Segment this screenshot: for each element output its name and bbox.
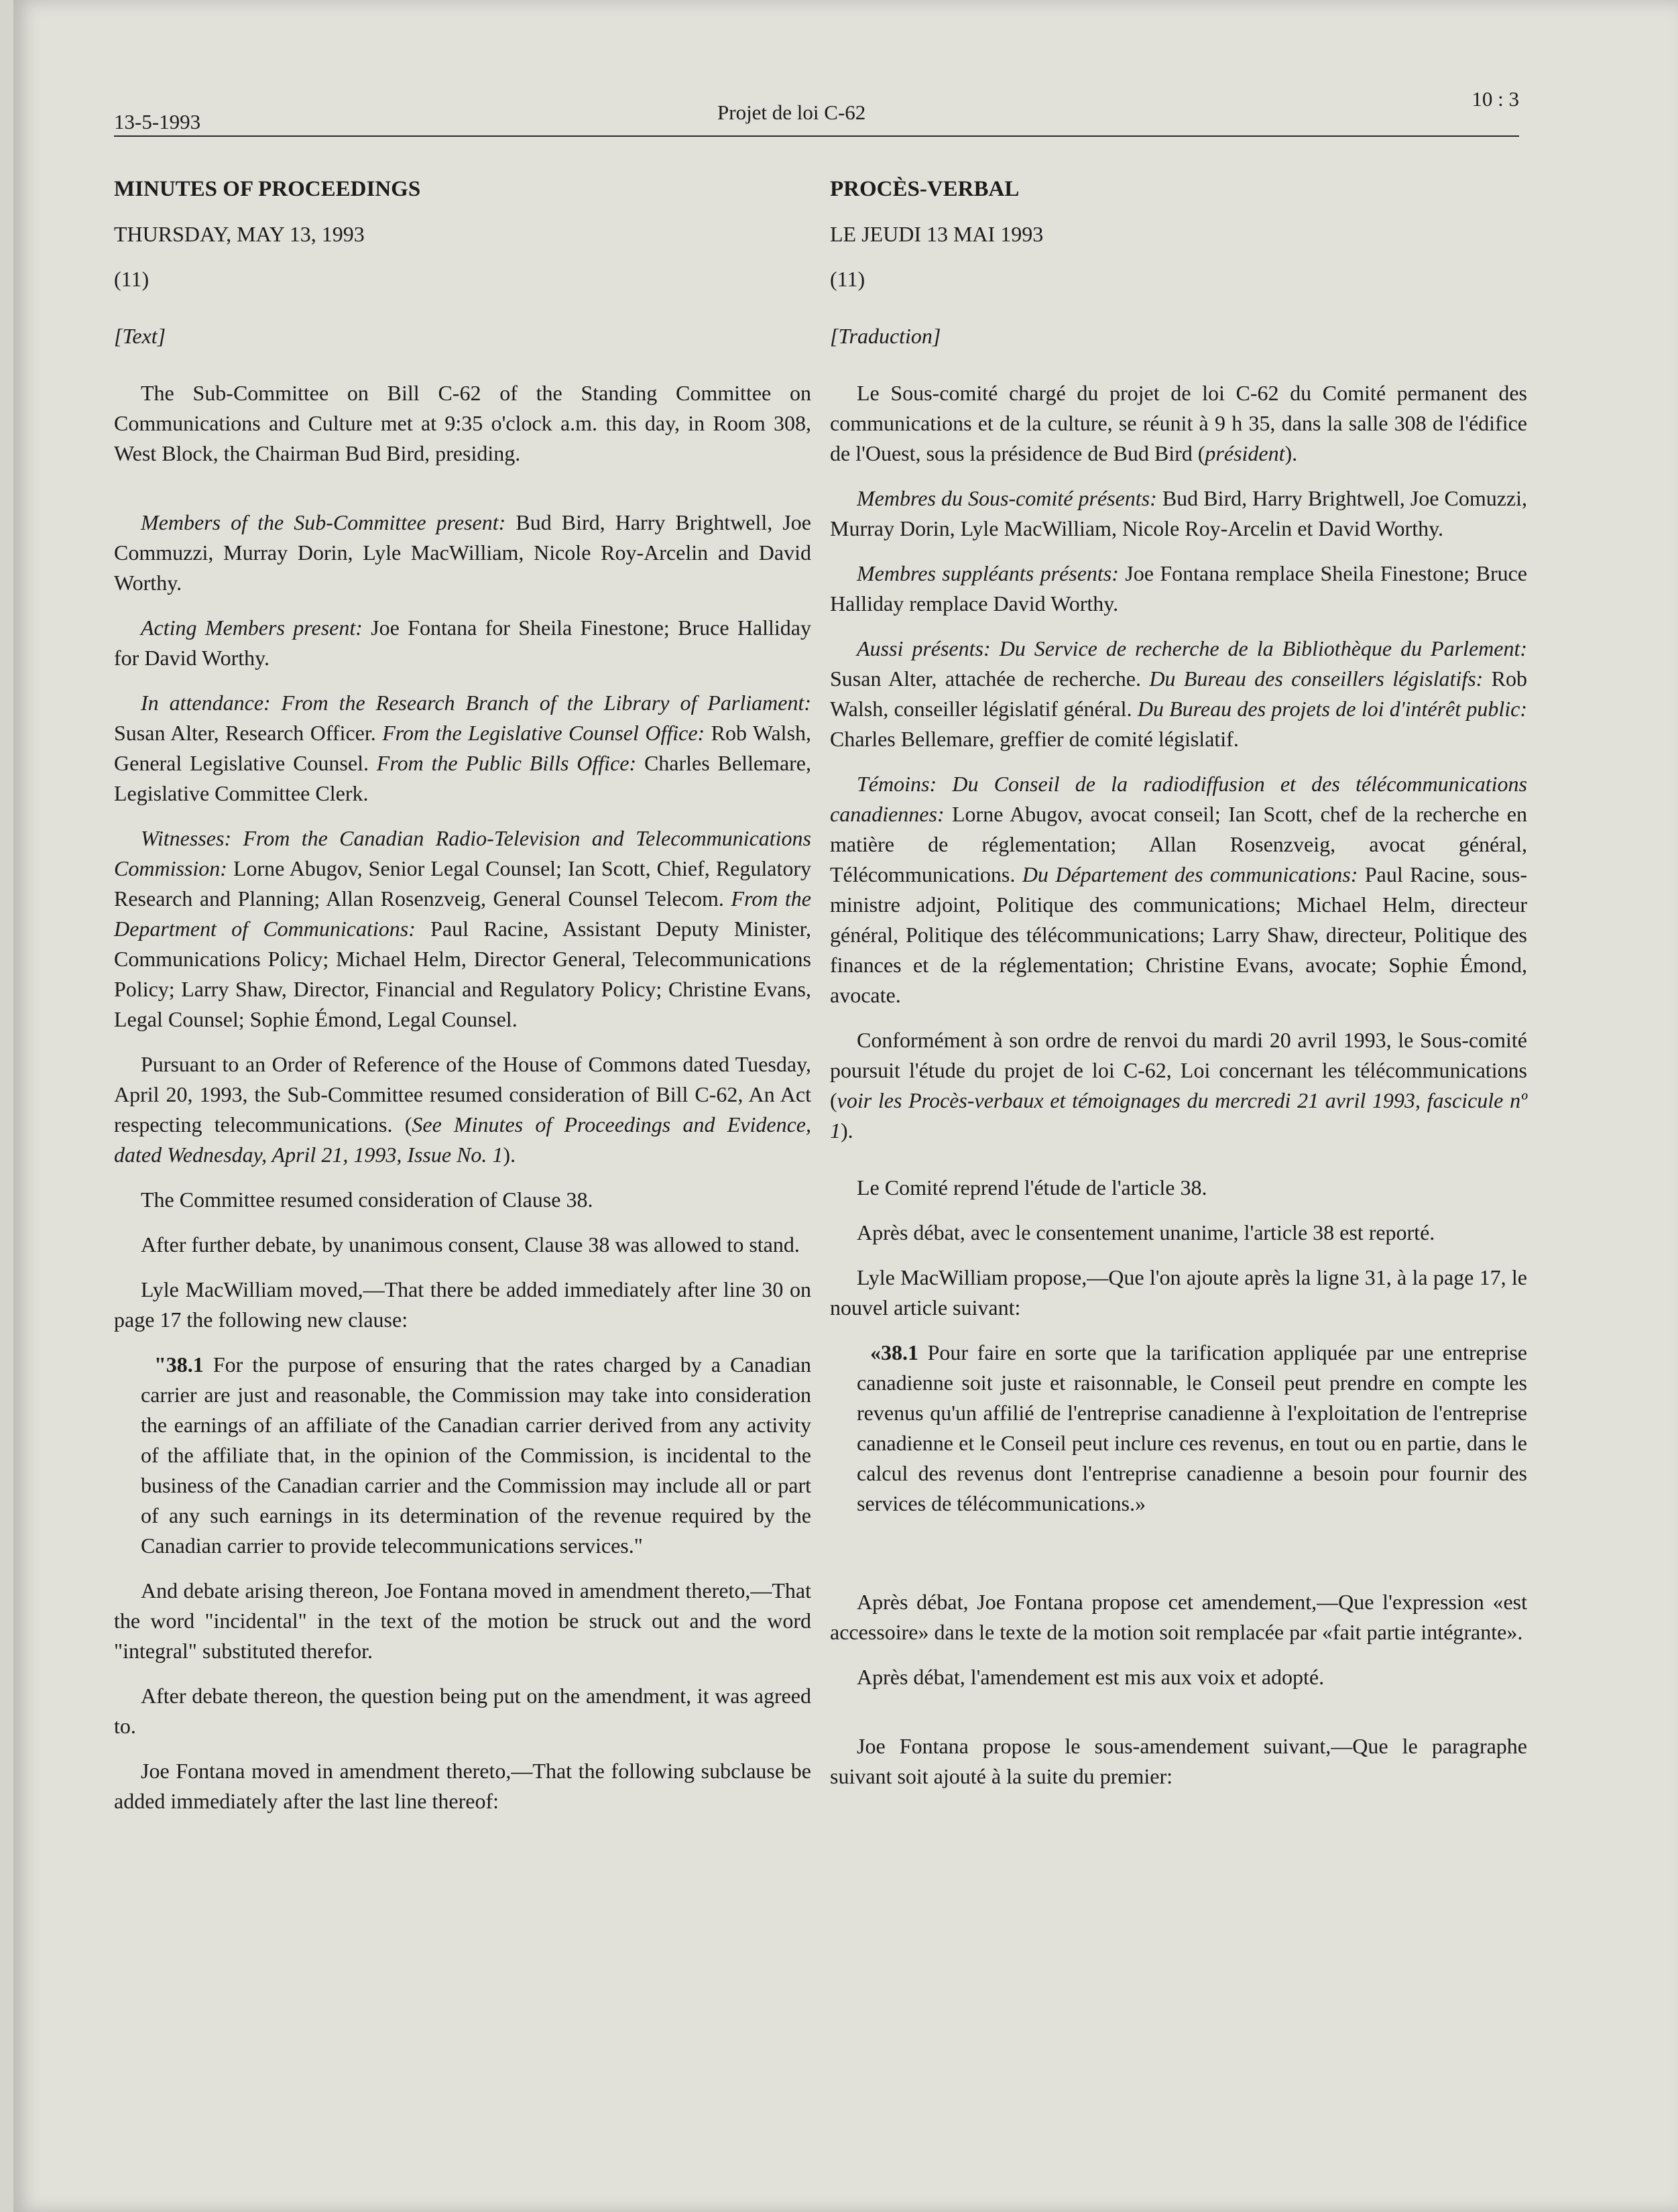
english-members-paragraph	[114, 508, 811, 598]
french-opening-paragraph	[830, 378, 1527, 469]
attendance-text-1: Susan Alter, attachée de recherche.	[830, 666, 1150, 691]
opening-text-2: ).	[1284, 441, 1298, 465]
attendance-lead-3: Du Bureau des projets de loi d'intérêt public:	[1137, 697, 1528, 721]
clause-text: Pour faire en sorte que la tarification appliquée par une entreprise canadienne soit juste et raisonnable, le Conseil peut prendre en compte les revenus qu'un affilié de l'entreprise canadienne à l'exploitation de l'entreprise canadienne et le Conseil peut inclure ces revenus, en tout ou en partie, dans le calcul des revenus dont l'entreprise canadienne a besoin pour fournir des services de télécommunications.»	[857, 1340, 1527, 1515]
header-date: 13-5-1993	[114, 110, 201, 133]
french-attendance-paragraph	[830, 634, 1527, 754]
english-subamendment-paragraph: Joe Fontana moved in amendment thereto,—That the following subclause be added immediately after the last line thereof:	[114, 1759, 811, 1813]
order-text-1: Pursuant to an Order of Reference of the House of Commons dated Tuesday, April 20, 1993, the Sub-Committee resumed consideration of Bill C-62, An Act respecting telecommunications. (	[114, 1052, 811, 1137]
attendance-text-1: Susan Alter, Research Officer.	[114, 721, 383, 745]
english-text-tag: [Text]	[114, 324, 166, 348]
acting-text: Joe Fontana remplace Sheila Finestone; Bruce Halliday remplace David Worthy.	[830, 561, 1527, 616]
witnesses-text-2: Paul Racine, Assistant Deputy Minister, Communications Policy; Michael Helm, Director General, Telecommunications Policy; Larry Shaw, Director, Financial and Regulatory Policy; Christine Evans, Legal Counsel; Sophie Émond, Legal Counsel.	[114, 917, 812, 1031]
witnesses-lead: Témoins: Du Conseil de la radiodiffusion et des télécommunications canadiennes:	[830, 772, 1527, 826]
french-agreed-paragraph: Après débat, l'amendement est mis aux voix et adopté.	[857, 1665, 1325, 1689]
english-agreed-paragraph: After debate thereon, the question being put on the amendment, it was agreed to.	[114, 1684, 811, 1738]
french-resumed-paragraph: Le Comité reprend l'étude de l'article 38.	[857, 1175, 1207, 1200]
attendance-lead-2: From the Legislative Counsel Office:	[382, 721, 705, 745]
french-witnesses-paragraph	[830, 769, 1527, 1010]
french-sitting-number: (11)	[830, 267, 865, 291]
witnesses-text-1: Lorne Abugov, avocat conseil; Ian Scott, chef de la recherche en matière de réglementation; Allan Rosenzveig, avocat général, Télécommunications.	[830, 802, 1527, 886]
french-motion-paragraph: Lyle MacWilliam propose,—Que l'on ajoute après la ligne 31, à la page 17, le nouvel article suivant:	[830, 1265, 1527, 1320]
french-subamendment-paragraph: Joe Fontana propose le sous-amendement suivant,—Que le paragraphe suivant soit ajouté à la suite du premier:	[830, 1734, 1527, 1788]
opening-italic: président	[1205, 441, 1285, 465]
page	[13, 0, 1678, 2212]
members-lead: Membres du Sous-comité présents:	[857, 486, 1157, 510]
attendance-text-2: Rob Walsh, conseiller législatif général.	[830, 666, 1528, 721]
english-order-paragraph	[114, 1049, 811, 1170]
order-italic: See Minutes of Proceedings and Evidence, dated Wednesday, April 21, 1993, Issue No. 1	[114, 1112, 812, 1167]
header-rule	[114, 135, 1519, 137]
french-members-paragraph	[830, 483, 1527, 544]
french-amendment-paragraph: Après débat, Joe Fontana propose cet amendement,—Que l'expression «est accessoire» dans le texte de la motion soit remplacée par «fait partie intégrante».	[830, 1590, 1527, 1644]
french-new-clause-quote	[857, 1338, 1527, 1519]
members-text: Bud Bird, Harry Brightwell, Joe Commuzzi, Murray Dorin, Lyle MacWilliam, Nicole Roy-Arcelin and David Worthy.	[114, 510, 812, 595]
french-date: LE JEUDI 13 MAI 1993	[830, 222, 1044, 246]
french-column	[830, 174, 1527, 1806]
french-acting-members-paragraph	[830, 559, 1527, 619]
header-title: Projet de loi C-62	[717, 101, 866, 124]
clause-text: For the purpose of ensuring that the rates charged by a Canadian carrier are just and reasonable, the Commission may take into consideration the earnings of an affiliate of the Canadian carrier derived from any activity of the affiliate that, in the opinion of the Commission, is incidental to the business of the Canadian carrier and the Commission may include all or part of any such earnings in its determination of the revenue required by the Canadian carrier to provide telecommunications services."	[141, 1352, 811, 1558]
page-header	[114, 87, 1519, 141]
english-amendment-paragraph: And debate arising thereon, Joe Fontana moved in amendment thereto,—That the word "incidental" in the text of the motion be struck out and the word "integral" substituted therefor.	[114, 1578, 811, 1663]
french-translation-tag: [Traduction]	[830, 324, 941, 348]
order-text-2: ).	[503, 1143, 516, 1167]
order-text-2: ).	[841, 1118, 853, 1143]
attendance-lead-2: Du Bureau des conseillers législatifs:	[1149, 666, 1484, 691]
witnesses-lead: Witnesses: From the Canadian Radio-Television and Telecommunications Commission:	[114, 826, 811, 880]
french-heading: PROCÈS-VERBAL	[830, 177, 1020, 201]
attendance-lead-3: From the Public Bills Office:	[376, 751, 637, 775]
witnesses-lead-2: From the Department of Communications:	[114, 886, 812, 941]
english-new-clause-quote	[141, 1350, 811, 1561]
order-italic: voir les Procès-verbaux et témoignages du mercredi 21 avril 1993, fascicule nº 1	[830, 1088, 1527, 1143]
acting-lead: Membres suppléants présents:	[857, 561, 1119, 585]
english-stand-paragraph: After further debate, by unanimous consent, Clause 38 was allowed to stand.	[141, 1232, 800, 1257]
acting-lead: Acting Members present:	[141, 616, 363, 640]
clause-number: «38.1	[870, 1340, 918, 1364]
english-column	[114, 174, 811, 1831]
members-lead: Members of the Sub-Committee present:	[141, 510, 506, 534]
english-sitting-number: (11)	[114, 267, 149, 291]
english-resumed-paragraph: The Committee resumed consideration of Clause 38.	[141, 1187, 593, 1212]
witnesses-text-2: Paul Racine, sous-ministre adjoint, Politique des communications; Michael Helm, directeur général, Politique des télécommunications; Larry Shaw, directeur, Politique des finances et de la réglementation; Christine Evans, avocate; Sophie Émond, avocate.	[830, 862, 1528, 1007]
clause-number: "38.1	[154, 1352, 204, 1377]
english-attendance-paragraph	[114, 688, 811, 809]
attendance-lead: Aussi présents: Du Service de recherche de la Bibliothèque du Parlement:	[857, 636, 1527, 660]
acting-text: Joe Fontana for Sheila Finestone; Bruce Halliday for David Worthy.	[114, 616, 812, 670]
english-acting-members-paragraph	[114, 613, 811, 673]
english-date: THURSDAY, MAY 13, 1993	[114, 222, 365, 246]
attendance-text-3: Charles Bellemare, greffier de comité législatif.	[830, 727, 1239, 751]
english-opening-paragraph: The Sub-Committee on Bill C-62 of the Standing Committee on Communications and Culture met at 9:35 o'clock a.m. this day, in Room 308, West Block, the Chairman Bud Bird, presiding.	[114, 381, 811, 465]
english-motion-paragraph: Lyle MacWilliam moved,—That there be added immediately after line 30 on page 17 the following new clause:	[114, 1277, 811, 1332]
english-heading: MINUTES OF PROCEEDINGS	[114, 177, 421, 201]
members-text: Bud Bird, Harry Brightwell, Joe Comuzzi, Murray Dorin, Lyle MacWilliam, Nicole Roy-Arcelin et David Worthy.	[830, 486, 1527, 540]
order-text-1: Conformément à son ordre de renvoi du mardi 20 avril 1993, le Sous-comité poursuit l'étude du projet de loi C-62, Loi concernant les télécommunications (	[830, 1028, 1527, 1112]
attendance-lead: In attendance: From the Research Branch of the Library of Parliament:	[141, 691, 811, 715]
attendance-text-3: Charles Bellemare, Legislative Committee Clerk.	[114, 751, 812, 805]
opening-text-1: Le Sous-comité chargé du projet de loi C-62 du Comité permanent des communications et de la culture, se réunit à 9 h 35, dans la salle 308 de l'édifice de l'Ouest, sous la présidence de Bud Bird (	[830, 381, 1527, 465]
french-order-paragraph	[830, 1025, 1527, 1146]
attendance-text-2: Rob Walsh, General Legislative Counsel.	[114, 721, 812, 775]
english-witnesses-paragraph	[114, 823, 811, 1035]
witnesses-lead-2: Du Département des communications:	[1022, 862, 1358, 886]
french-stand-paragraph: Après débat, avec le consentement unanime, l'article 38 est reporté.	[857, 1220, 1435, 1244]
header-page-number: 10 : 3	[1472, 87, 1519, 111]
witnesses-text-1: Lorne Abugov, Senior Legal Counsel; Ian Scott, Chief, Regulatory Research and Planning; Allan Rosenzveig, General Counsel Telecom.	[114, 856, 811, 911]
